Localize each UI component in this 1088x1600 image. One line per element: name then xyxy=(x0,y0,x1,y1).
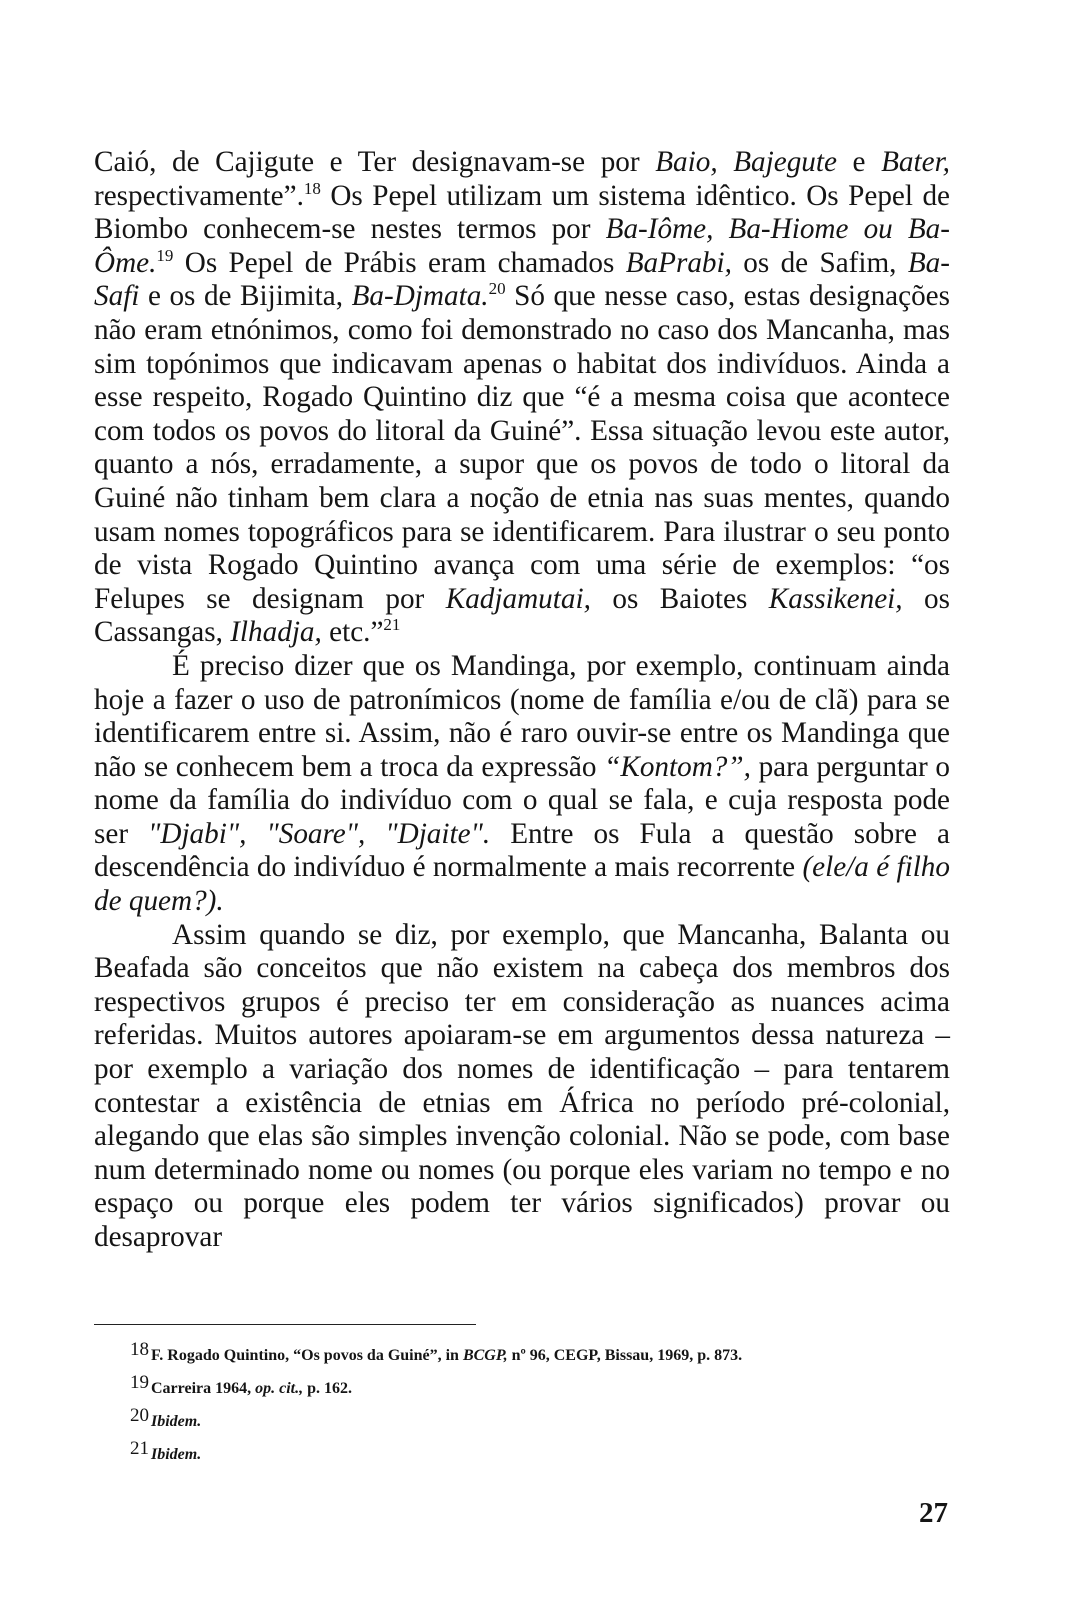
text-run: nº 96, CEGP, Bissau, 1969, p. 873. xyxy=(507,1347,743,1364)
italic-text: BaPrabi, xyxy=(625,246,732,279)
italic-text: Ba-Safi xyxy=(94,246,950,313)
italic-text: BCGP, xyxy=(462,1347,508,1364)
paragraph xyxy=(94,650,950,919)
text-run: p. 162. xyxy=(303,1380,353,1397)
italic-text: "Djabi", "Soare", "Djaite". xyxy=(148,817,491,850)
footnote-number: 20 xyxy=(130,1405,149,1426)
text-run: os de Safim, xyxy=(731,246,908,279)
text-run: Só que nesse caso, estas designações não eram etnónimos, como foi demonstrado no caso dos Mancanha, mas sim topónimos que indicavam apenas o habitat dos indivíduos. Ainda a esse respeito, Rogado Quintino diz que “é a mesma coisa que acontece com todos os povos do litoral da Guiné”. Essa situação levou este autor, quanto a nós, erradamente, a supor que os povos de todo o litoral da Guiné não tinham bem clara a noção de etnia nas suas mentes, quando usam nomes topográficos para se identificarem. Para ilustrar o seu ponto de vista Rogado Quintino avança com uma série de exemplos: “os Felupes se designam por xyxy=(94,280,950,615)
footnote-text xyxy=(151,1347,742,1364)
text-run: os Baiotes xyxy=(590,582,769,615)
footnote xyxy=(130,1336,950,1369)
italic-text: Ilhadja, xyxy=(230,616,322,649)
text-run: É preciso dizer que os Mandinga, por exemplo, continuam ainda hoje a fazer o uso de patronímicos (nome de família e/ou de clã) para se identificarem entre si. Assim, não é raro ouvir-se entre os Mandinga que não se conhecem bem a troca da expressão xyxy=(94,649,950,783)
footnote xyxy=(130,1402,950,1435)
footnote-number: 19 xyxy=(130,1372,149,1393)
body-text xyxy=(94,146,950,1255)
italic-text: Ibidem. xyxy=(151,1446,202,1463)
text-run: Os Pepel de Prábis eram chamados xyxy=(173,246,626,279)
footnote-text xyxy=(151,1446,201,1463)
text-run: e os de Bijimita, xyxy=(139,280,352,313)
footnote-number: 21 xyxy=(130,1438,149,1459)
italic-text: Kassikenei, xyxy=(768,582,903,615)
text-run: os Cassangas, xyxy=(94,582,950,649)
paragraph xyxy=(94,146,950,650)
footnote-number: 18 xyxy=(130,1339,149,1360)
footnote-text xyxy=(151,1413,201,1430)
italic-text: Ba-Iôme, Ba-Hiome ou Ba-Ôme. xyxy=(94,213,950,279)
text-run: Assim quando se diz, por exemplo, que Mancanha, Balanta ou Beafada são conceitos que não existem na cabeça dos membros dos respectivos grupos é preciso ter em consideração as nuances acima referidas. Muitos autores apoiaram-se em argumentos dessa natureza – por exemplo a variação dos nomes de identificação – para tentarem contestar a existência de etnias em África no período pré-colonial, alegando que elas são simples invenção colonial. Não se pode, com base num determinado nome ou nomes (ou porque eles variam no tempo e no espaço ou porque eles podem ter vários significados) provar ou desaprovar xyxy=(94,918,950,1253)
footnote-reference: 21 xyxy=(383,615,401,635)
page-number: 27 xyxy=(919,1497,948,1529)
text-run: Carreira 1964, xyxy=(151,1380,256,1397)
italic-text: Ba-Djmata. xyxy=(351,280,489,313)
text-run: e xyxy=(836,146,882,178)
italic-text: “Kontom?”, xyxy=(604,750,751,783)
text-run: para perguntar o nome da família do indivíduo com o qual se fala, e cuja resposta pode ser xyxy=(94,750,950,850)
paragraph xyxy=(94,919,950,1255)
footnote-reference: 20 xyxy=(488,279,506,299)
text-run: F. Rogado Quintino, “Os povos da Guiné”, in xyxy=(151,1347,463,1364)
italic-text: (ele/a é filho de quem?). xyxy=(94,851,950,918)
footnote-reference: 18 xyxy=(303,178,321,198)
text-run: etc.” xyxy=(321,616,384,649)
text-run: Caió, de Cajigute e Ter designavam-se por xyxy=(94,146,656,178)
text-run: Entre os Fula a questão sobre a descendência do indivíduo é normalmente a mais recorrente xyxy=(94,817,950,884)
text-run: Os Pepel utilizam um sistema idêntico. Os Pepel de Biombo conhecem-se nestes termos por xyxy=(94,179,950,246)
italic-text: Bater, xyxy=(881,146,950,178)
footnote xyxy=(130,1435,950,1468)
italic-text: Baio, Bajegute xyxy=(655,146,837,178)
footnotes xyxy=(130,1336,950,1468)
footnote-separator xyxy=(94,1324,476,1325)
italic-text: op. cit., xyxy=(255,1380,304,1397)
footnote-text xyxy=(151,1380,352,1397)
text-run: respectivamente”. xyxy=(94,179,304,212)
footnote xyxy=(130,1369,950,1402)
italic-text: Ibidem. xyxy=(151,1413,202,1430)
italic-text: Kadjamutai, xyxy=(445,582,591,615)
footnote-reference: 19 xyxy=(156,245,174,265)
